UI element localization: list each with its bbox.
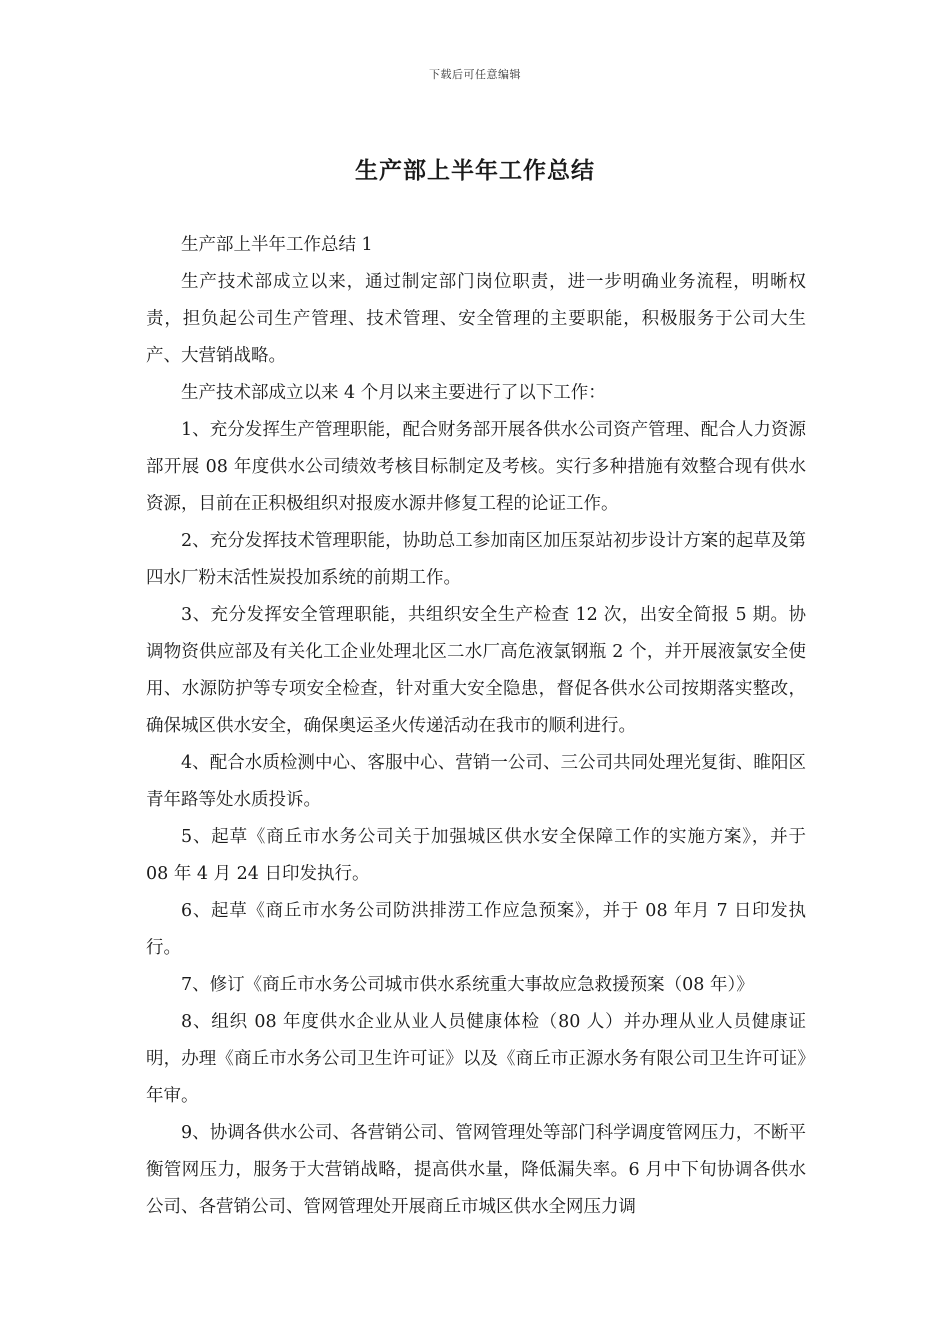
- paragraph-intro: 生产技术部成立以来，通过制定部门岗位职责，进一步明确业务流程，明晰权责，担负起公司生产管理、技术管理、安全管理的主要职能，积极服务于公司大生产、大营销战略。: [146, 272, 806, 366]
- paragraph-item-8: 8、组织 08 年度供水企业从业人员健康体检（80 人）并办理从业人员健康证明，办理《商丘市水务公司卫生许可证》以及《商丘市正源水务有限公司卫生许可证》年审。: [146, 1012, 806, 1106]
- paragraph-item-4: 4、配合水质检测中心、客服中心、营销一公司、三公司共同处理光复街、睢阳区青年路等处水质投诉。: [146, 753, 806, 810]
- paragraph-item-9: 9、协调各供水公司、各营销公司、管网管理处等部门科学调度管网压力，不断平衡管网压力，服务于大营销战略，提高供水量，降低漏失率。6 月中下旬协调各供水公司、各营销公司、管网管理处开展商丘市城区供水全网压力调: [146, 1123, 806, 1217]
- document-title: 生产部上半年工作总结: [355, 157, 595, 184]
- paragraph-item-6: 6、起草《商丘市水务公司防洪排涝工作应急预案》，并于 08 年月 7 日印发执行。: [146, 901, 806, 958]
- paragraph-item-2: 2、充分发挥技术管理职能，协助总工参加南区加压泵站初步设计方案的起草及第四水厂粉末活性炭投加系统的前期工作。: [146, 531, 806, 588]
- paragraph-item-1: 1、充分发挥生产管理职能，配合财务部开展各供水公司资产管理、配合人力资源部开展 08 年度供水公司绩效考核目标制定及考核。实行多种措施有效整合现有供水资源，目前在正积极组织对报废水源井修复工程的论证工作。: [146, 420, 806, 514]
- header-note: 下载后可任意编辑: [429, 68, 521, 81]
- paragraph-subtitle: 生产部上半年工作总结 1: [181, 235, 373, 255]
- paragraph-work-summary: 生产技术部成立以来 4 个月以来主要进行了以下工作：: [181, 383, 606, 403]
- document-body: [146, 227, 806, 1226]
- paragraph-item-5: 5、起草《商丘市水务公司关于加强城区供水安全保障工作的实施方案》，并于 08 年 4 月 24 日印发执行。: [146, 827, 806, 884]
- paragraph-item-7: 7、修订《商丘市水务公司城市供水系统重大事故应急救援预案（08 年）》: [181, 975, 754, 995]
- paragraph-item-3: 3、充分发挥安全管理职能，共组织安全生产检查 12 次，出安全简报 5 期。协调物资供应部及有关化工企业处理北区二水厂高危液氯钢瓶 2 个，并开展液氯安全使用、水源防护等专项安全检查，针对重大安全隐患，督促各供水公司按期落实整改，确保城区供水安全，确保奥运圣火传递活动在我市的顺利进行。: [146, 605, 806, 736]
